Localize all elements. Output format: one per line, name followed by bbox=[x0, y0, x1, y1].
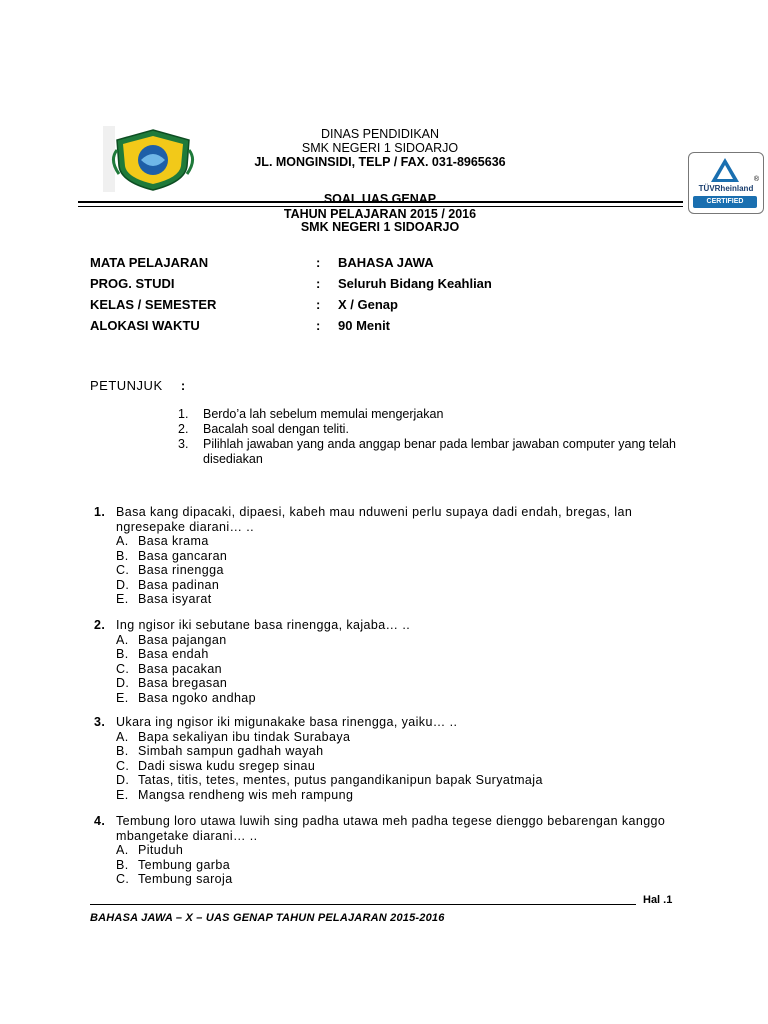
header-line-address: JL. MONGINSIDI, TELP / FAX. 031-8965636 bbox=[254, 155, 506, 169]
option-text: Basa krama bbox=[138, 534, 209, 548]
info-value: BAHASA JAWA bbox=[338, 255, 434, 270]
option-letter: D. bbox=[116, 577, 130, 592]
option-text: Simbah sampun gadhah wayah bbox=[138, 744, 324, 758]
option-letter: B. bbox=[116, 744, 129, 758]
answer-option bbox=[116, 534, 684, 549]
info-colon: : bbox=[316, 255, 321, 270]
option-letter: B. bbox=[116, 647, 129, 661]
option-letter: C. bbox=[116, 563, 130, 577]
question-3 bbox=[94, 715, 684, 802]
header-line-school: SMK NEGERI 1 SIDOARJO bbox=[301, 141, 459, 155]
option-text: Pituduh bbox=[138, 843, 184, 857]
option-letter: B. bbox=[116, 548, 129, 563]
answer-option bbox=[116, 691, 684, 706]
option-letter: A. bbox=[116, 534, 129, 548]
answer-option bbox=[116, 858, 684, 873]
tuv-registered-mark: ® bbox=[753, 176, 759, 183]
option-text: Tembung saroja bbox=[138, 872, 233, 886]
instruction-number: 3. bbox=[178, 437, 189, 451]
option-text: Basa padinan bbox=[138, 577, 220, 592]
option-letter: B. bbox=[116, 857, 129, 872]
instruction-text: Berdo’a lah sebelum memulai mengerjakan bbox=[203, 407, 444, 421]
question-2 bbox=[94, 618, 684, 705]
question-text: Ukara ing ngisor iki migunakake basa rinengga, yaiku… .. bbox=[116, 715, 458, 729]
option-text: Bapa sekaliyan ibu tindak Surabaya bbox=[138, 729, 351, 744]
question-number: 1. bbox=[94, 505, 106, 519]
option-text: Basa gancaran bbox=[138, 548, 228, 563]
option-letter: A. bbox=[116, 632, 129, 647]
question-number: 4. bbox=[94, 814, 106, 828]
exam-year: TAHUN PELAJARAN 2015 / 2016 bbox=[283, 207, 477, 221]
answer-option bbox=[116, 730, 684, 745]
info-label: ALOKASI WAKTU bbox=[90, 318, 200, 333]
option-text: Basa ngoko andhap bbox=[138, 690, 257, 705]
instructions-list bbox=[178, 407, 676, 467]
option-letter: E. bbox=[116, 592, 129, 606]
option-text: Basa bregasan bbox=[138, 676, 228, 690]
option-letter: C. bbox=[116, 661, 130, 676]
option-letter: C. bbox=[116, 872, 130, 886]
page-number: Hal .1 bbox=[643, 894, 673, 906]
option-text: Tatas, titis, tetes, mentes, putus pangandikanipun bapak Suryatmaja bbox=[138, 773, 543, 787]
exam-title: SOAL UAS GENAP bbox=[323, 192, 437, 206]
option-letter: C. bbox=[116, 758, 130, 773]
answer-option bbox=[116, 872, 684, 887]
answer-option bbox=[116, 563, 684, 578]
question-4 bbox=[94, 814, 684, 887]
instruction-item bbox=[178, 407, 676, 422]
answer-option bbox=[116, 759, 684, 774]
instruction-item bbox=[178, 437, 676, 467]
question-text: Basa kang dipacaki, dipaesi, kabeh mau nduweni perlu supaya dadi endah, bregas, lan ngresepake diarani… .. bbox=[116, 505, 633, 534]
answer-option bbox=[116, 788, 684, 803]
info-value: X / Genap bbox=[338, 297, 398, 312]
option-text: Mangsa rendheng wis meh rampung bbox=[138, 787, 354, 802]
tuv-certified-badge bbox=[688, 152, 764, 214]
answer-option bbox=[116, 549, 684, 564]
answer-option bbox=[116, 773, 684, 788]
info-label: MATA PELAJARAN bbox=[90, 255, 209, 270]
option-letter: A. bbox=[116, 729, 129, 744]
option-text: Basa isyarat bbox=[138, 592, 212, 606]
option-letter: D. bbox=[116, 773, 130, 787]
question-text: Ing ngisor iki sebutane basa rinengga, kajaba… .. bbox=[116, 618, 411, 632]
option-letter: E. bbox=[116, 787, 129, 802]
question-number: 2. bbox=[94, 618, 106, 632]
header-line-dinas: DINAS PENDIDIKAN bbox=[320, 127, 440, 141]
instruction-item bbox=[178, 422, 676, 437]
answer-option bbox=[116, 662, 684, 677]
instruction-text: Pilihlah jawaban yang anda anggap benar pada lembar jawaban computer yang telah disediakan bbox=[203, 437, 676, 466]
option-text: Basa pajangan bbox=[138, 632, 227, 647]
option-text: Basa endah bbox=[138, 647, 209, 661]
answer-option bbox=[116, 676, 684, 691]
instructions-colon: : bbox=[180, 378, 186, 393]
footer-text: BAHASA JAWA – X – UAS GENAP TAHUN PELAJARAN 2015-2016 bbox=[90, 912, 445, 924]
answer-option bbox=[116, 592, 684, 607]
tuv-triangle-icon bbox=[710, 157, 740, 183]
option-text: Dadi siswa kudu sregep sinau bbox=[138, 758, 316, 773]
question-number: 3. bbox=[94, 715, 106, 729]
answer-option bbox=[116, 843, 684, 858]
info-colon: : bbox=[316, 318, 321, 333]
option-text: Basa rinengga bbox=[138, 563, 224, 577]
question-text: Tembung loro utawa luwih sing padha utawa meh padha tegese dienggo bebarengan kanggo mbangetake diarani… .. bbox=[116, 814, 666, 843]
answer-option bbox=[116, 633, 684, 648]
option-text: Tembung garba bbox=[138, 857, 231, 872]
tuv-brand-text: TÜVRheinland bbox=[698, 184, 754, 193]
instructions-heading bbox=[90, 378, 186, 393]
info-value: Seluruh Bidang Keahlian bbox=[338, 276, 492, 291]
instruction-text: Bacalah soal dengan teliti. bbox=[203, 422, 349, 436]
instruction-number: 1. bbox=[178, 407, 189, 421]
instruction-number: 2. bbox=[178, 422, 189, 436]
info-value: 90 Menit bbox=[338, 318, 391, 333]
answer-option bbox=[116, 578, 684, 593]
info-colon: : bbox=[316, 276, 321, 291]
instructions-label: PETUNJUK bbox=[90, 378, 163, 393]
option-letter: E. bbox=[116, 690, 129, 705]
info-label: KELAS / SEMESTER bbox=[90, 297, 217, 312]
question-1 bbox=[94, 505, 684, 607]
option-text: Basa pacakan bbox=[138, 661, 223, 676]
footer-rule bbox=[90, 904, 636, 905]
answer-option bbox=[116, 647, 684, 662]
info-label: PROG. STUDI bbox=[90, 276, 175, 291]
info-colon: : bbox=[316, 297, 321, 312]
option-letter: D. bbox=[116, 676, 130, 690]
tuv-certified-label: CERTIFIED bbox=[693, 196, 757, 208]
option-letter: A. bbox=[116, 843, 129, 857]
answer-option bbox=[116, 744, 684, 759]
exam-school: SMK NEGERI 1 SIDOARJO bbox=[300, 220, 460, 234]
